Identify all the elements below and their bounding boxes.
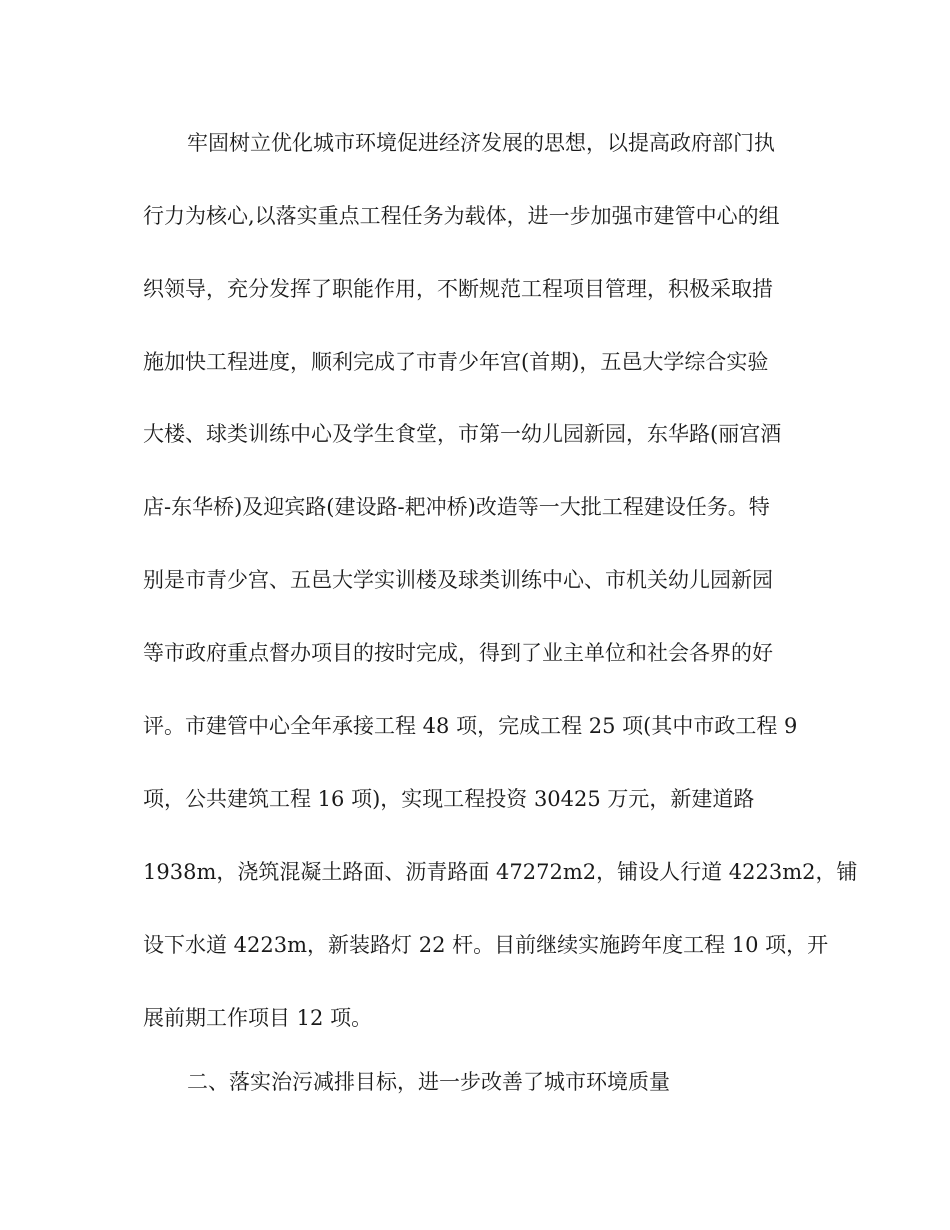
paragraph-line: 牢固树立优化城市环境促进经济发展的思想，以提高政府部门执	[187, 131, 775, 155]
paragraph-line: 行力为核心,以落实重点工程任务为载体，进一步加强市建管中心的组	[143, 204, 780, 228]
paragraph-line: 项，公共建筑工程 16 项)，实现工程投资 30425 万元，新建道路	[143, 787, 755, 811]
paragraph-line: 展前期工作项目 12 项。	[143, 1006, 373, 1030]
paragraph-line: 店-东华桥)及迎宾路(建设路-耙冲桥)改造等一大批工程建设任务。特	[143, 495, 770, 519]
paragraph-line: 施加快工程进度，顺利完成了市青少年宫(首期)，五邑大学综合实验	[143, 350, 769, 374]
paragraph-line: 评。市建管中心全年承接工程 48 项，完成工程 25 项(其中市政工程 9	[143, 714, 798, 738]
section-heading: 二、落实治污减排目标，进一步改善了城市环境质量	[187, 1070, 670, 1094]
paragraph-line: 1938m，浇筑混凝土路面、沥青路面 47272m2，铺设人行道 4223m2，铺	[143, 860, 858, 884]
paragraph-line: 设下水道 4223m，新装路灯 22 杆。目前继续实施跨年度工程 10 项，开	[143, 933, 829, 957]
paragraph-line: 织领导，充分发挥了职能作用，不断规范工程项目管理，积极采取措	[143, 277, 773, 301]
paragraph-line: 大楼、球类训练中心及学生食堂，市第一幼儿园新园，东华路(丽宫酒	[143, 422, 782, 446]
paragraph-line: 别是市青少宫、五邑大学实训楼及球类训练中心、市机关幼儿园新园	[143, 568, 773, 592]
paragraph-line: 等市政府重点督办项目的按时完成，得到了业主单位和社会各界的好	[143, 641, 773, 665]
